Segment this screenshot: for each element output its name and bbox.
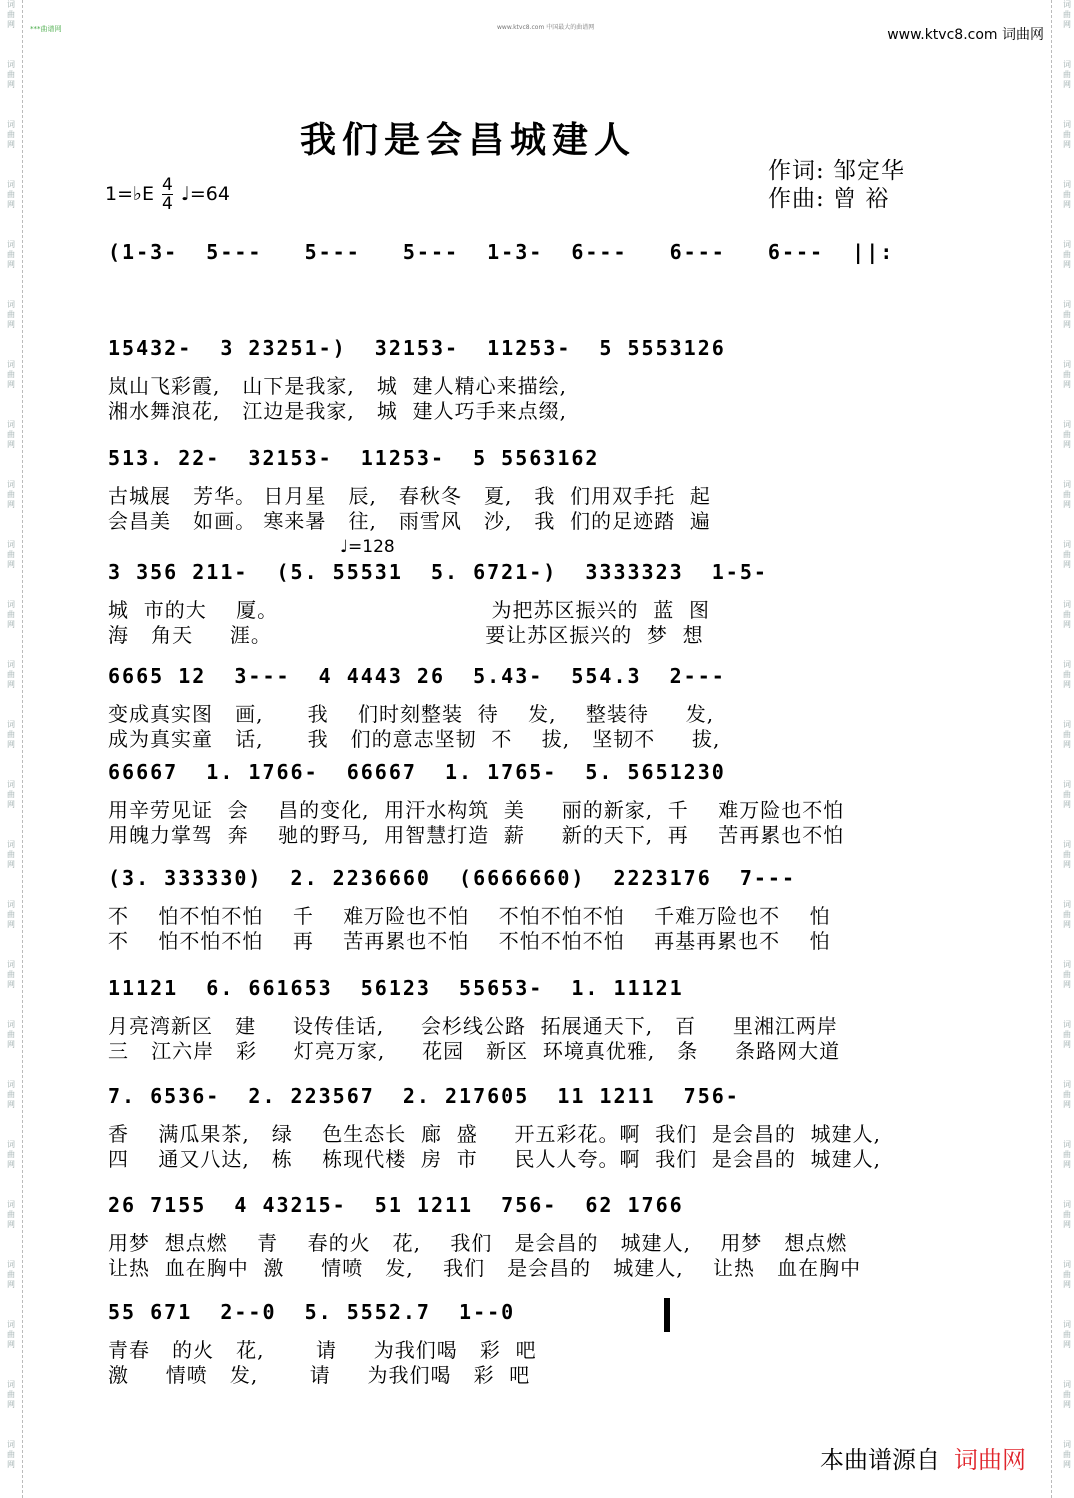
- watermark-glyph: 词 曲 网: [7, 1140, 15, 1169]
- watermark-glyph: 词 曲 网: [1063, 1320, 1071, 1349]
- lyric-line-1: 古城展 芳华。 日月星 辰, 春秋冬 夏, 我 们用双手托 起: [108, 484, 711, 508]
- song-title: 我们是会昌城建人: [300, 119, 637, 161]
- lyric-line-1: 不 怕不怕不怕 千 难万险也不怕 不怕不怕不怕 千难万险也不 怕: [108, 904, 831, 928]
- notation-row: 15432- 3 23251-) 32153- 11253- 5 5553126: [108, 336, 726, 360]
- notation-row: 11121 6. 661653 56123 55653- 1. 11121: [108, 976, 684, 1000]
- time-bottom: 4: [162, 194, 173, 214]
- composer-credit: 作曲: 曾 裕: [768, 186, 890, 212]
- watermark-glyph: 词 曲 网: [7, 1200, 15, 1229]
- footer-source: [820, 1440, 1026, 1475]
- notation-row: 55 671 2--0 5. 5552.7 1--0: [108, 1300, 516, 1324]
- lyric-line-1: 月亮湾新区 建 设传佳话, 会杉线公路 拓展通天下, 百 里湘江两岸: [108, 1014, 838, 1038]
- top-left-small-text: ***曲谱网: [30, 25, 62, 33]
- lyric-line-2: 四 通又八达, 栋 栋现代楼 房 市 民人人夸。啊 我们 是会昌的 城建人,: [108, 1147, 882, 1171]
- watermark-glyph: 词 曲 网: [1063, 1200, 1071, 1229]
- watermark-glyph: 词 曲 网: [7, 120, 15, 149]
- site-url[interactable]: www.ktvc8.com 词曲网: [887, 27, 1044, 43]
- lyric-line-2: 会昌美 如画。 寒来暑 往, 雨雪风 沙, 我 们的足迹踏 遍: [108, 509, 711, 533]
- lyricist-credit: 作词: 邹定华: [768, 158, 906, 184]
- notation-row: 3 356 211- (5. 55531 5. 6721-) 3333323 1-5-: [108, 560, 768, 584]
- watermark-glyph: 词 曲 网: [7, 480, 15, 509]
- key-signature: [105, 176, 230, 213]
- watermark-glyph: 词 曲 网: [7, 420, 15, 449]
- watermark-glyph: 词 曲 网: [1063, 120, 1071, 149]
- watermark-glyph: 词 曲 网: [7, 1080, 15, 1109]
- watermark-glyph: 词 曲 网: [1063, 0, 1071, 29]
- lyric-line-2: 用魄力掌驾 奔 驰的野马, 用智慧打造 薪 新的天下, 再 苦再累也不怕: [108, 823, 845, 847]
- notation-row: (3. 333330) 2. 2236660 (6666660) 2223176 7---: [108, 866, 797, 890]
- lyric-line-1: 变成真实图 画, 我 们时刻整装 待 发, 整装待 发,: [108, 702, 715, 726]
- watermark-glyph: 词 曲 网: [1063, 1380, 1071, 1409]
- notation-row: 6665 12 3--- 4 4443 26 5.43- 554.3 2---: [108, 664, 726, 688]
- watermark-glyph: 词 曲 网: [1063, 1260, 1071, 1289]
- tempo-change-marking: ♩=128: [340, 537, 395, 557]
- watermark-glyph: 词 曲 网: [7, 720, 15, 749]
- watermark-glyph: 词 曲 网: [7, 960, 15, 989]
- watermark-glyph: 词 曲 网: [1063, 420, 1071, 449]
- watermark-glyph: 词 曲 网: [1063, 60, 1071, 89]
- notation-row: (1-3- 5--- 5--- 5--- 1-3- 6--- 6--- 6--- ||:: [108, 240, 895, 264]
- watermark-glyph: 词 曲 网: [7, 60, 15, 89]
- watermark-glyph: 词 曲 网: [7, 1380, 15, 1409]
- lyric-line-1: 用梦 想点燃 青 春的火 花, 我们 是会昌的 城建人, 用梦 想点燃: [108, 1231, 848, 1255]
- time-signature: [162, 176, 173, 213]
- watermark-glyph: 词 曲 网: [1063, 1020, 1071, 1049]
- watermark-glyph: 词 曲 网: [1063, 840, 1071, 869]
- footer-brand[interactable]: 词曲网: [954, 1446, 1026, 1474]
- watermark-glyph: 词 曲 网: [1063, 480, 1071, 509]
- watermark-glyph: 词 曲 网: [7, 1320, 15, 1349]
- lyric-line-2: 不 怕不怕不怕 再 苦再累也不怕 不怕不怕不怕 再基再累也不 怕: [108, 929, 831, 953]
- watermark-glyph: 词 曲 网: [7, 840, 15, 869]
- lyric-line-2: 湘水舞浪花, 江边是我家, 城 建人巧手来点缀,: [108, 399, 567, 423]
- watermark-glyph: 词 曲 网: [7, 780, 15, 809]
- lyric-line-1: 青春 的火 花, 请 为我们喝 彩 吧: [108, 1338, 537, 1362]
- final-barline: [664, 1298, 670, 1332]
- watermark-glyph: 词 曲 网: [7, 0, 15, 29]
- lyric-line-2: 成为真实童 话, 我 们的意志坚韧 不 拔, 坚韧不 拔,: [108, 727, 721, 751]
- lyric-line-2: 三 江六岸 彩 灯亮万家, 花园 新区 环境真优雅, 条 条路网大道: [108, 1039, 841, 1063]
- watermark-glyph: 词 曲 网: [1063, 660, 1071, 689]
- watermark-glyph: 词 曲 网: [1063, 240, 1071, 269]
- watermark-glyph: 词 曲 网: [1063, 900, 1071, 929]
- top-center-small-text: www.ktvc8.com 中国最大的曲谱网: [497, 24, 595, 31]
- notation-row: 26 7155 4 43215- 51 1211 756- 62 1766: [108, 1193, 684, 1217]
- watermark-glyph: 词 曲 网: [1063, 1440, 1071, 1469]
- watermark-glyph: 词 曲 网: [1063, 720, 1071, 749]
- watermark-glyph: 词 曲 网: [1063, 540, 1071, 569]
- notation-row: 513. 22- 32153- 11253- 5 5563162: [108, 446, 600, 470]
- lyric-line-2: 海 角天 涯。 要让苏区振兴的 梦 想: [108, 623, 704, 647]
- watermark-glyph: 词 曲 网: [1063, 300, 1071, 329]
- notation-row: 66667 1. 1766- 66667 1. 1765- 5. 5651230: [108, 760, 726, 784]
- watermark-glyph: 词 曲 网: [7, 240, 15, 269]
- lyric-line-1: 城 市的大 厦。 为把苏区振兴的 蓝 图: [108, 598, 710, 622]
- key-text: 1=♭E: [105, 183, 154, 205]
- lyric-line-1: 香 满瓜果茶, 绿 色生态长 廊 盛 开五彩花。啊 我们 是会昌的 城建人,: [108, 1122, 882, 1146]
- watermark-glyph: 词 曲 网: [1063, 1080, 1071, 1109]
- time-top: 4: [162, 175, 173, 195]
- watermark-glyph: 词 曲 网: [1063, 600, 1071, 629]
- watermark-glyph: 词 曲 网: [7, 540, 15, 569]
- watermark-glyph: 词 曲 网: [1063, 780, 1071, 809]
- watermark-glyph: 词 曲 网: [7, 660, 15, 689]
- watermark-glyph: 词 曲 网: [1063, 960, 1071, 989]
- watermark-glyph: 词 曲 网: [7, 360, 15, 389]
- watermark-glyph: 词 曲 网: [7, 1440, 15, 1469]
- lyric-line-1: 岚山飞彩霞, 山下是我家, 城 建人精心来描绘,: [108, 374, 567, 398]
- watermark-glyph: 词 曲 网: [7, 900, 15, 929]
- watermark-glyph: 词 曲 网: [7, 300, 15, 329]
- watermark-glyph: 词 曲 网: [1063, 180, 1071, 209]
- watermark-glyph: 词 曲 网: [1063, 1140, 1071, 1169]
- watermark-glyph: 词 曲 网: [7, 180, 15, 209]
- footer-source-text: 本曲谱源自: [820, 1446, 940, 1474]
- watermark-glyph: 词 曲 网: [1063, 360, 1071, 389]
- lyric-line-1: 用辛劳见证 会 昌的变化, 用汗水构筑 美 丽的新家, 千 难万险也不怕: [108, 798, 845, 822]
- lyric-line-2: 让热 血在胸中 激 情喷 发, 我们 是会昌的 城建人, 让热 血在胸中: [108, 1256, 862, 1280]
- watermark-glyph: 词 曲 网: [7, 1020, 15, 1049]
- lyric-line-2: 激 情喷 发, 请 为我们喝 彩 吧: [108, 1363, 531, 1387]
- tempo-marking: ♩=64: [180, 183, 230, 205]
- notation-row: 7. 6536- 2. 223567 2. 217605 11 1211 756-: [108, 1084, 740, 1108]
- watermark-glyph: 词 曲 网: [7, 1260, 15, 1289]
- watermark-glyph: 词 曲 网: [7, 600, 15, 629]
